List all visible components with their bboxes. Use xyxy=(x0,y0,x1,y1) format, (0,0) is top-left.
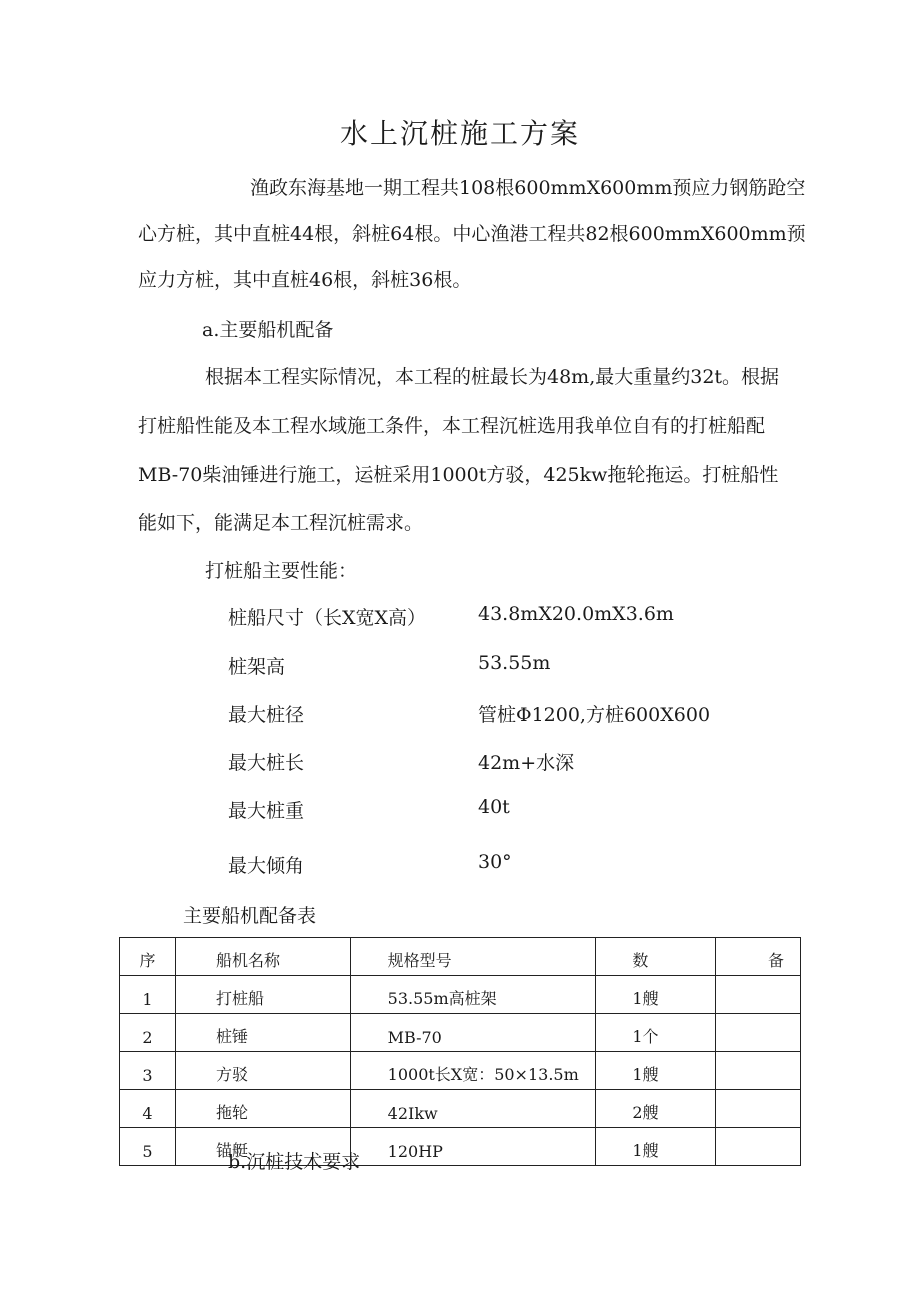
cell-note xyxy=(716,1052,801,1090)
cell-no: 3 xyxy=(120,1052,176,1090)
table-row xyxy=(120,1128,801,1166)
cell-spec: 1000t长X宽：50×13.5m xyxy=(350,1052,596,1090)
spec-value-max-weight: 40t xyxy=(478,796,510,818)
cell-note xyxy=(716,1128,801,1166)
equipment-table xyxy=(119,937,801,1166)
spec-value-max-diameter: 管桩Φ1200,方桩600X600 xyxy=(478,704,711,726)
intro-line-2: 心方桩，其中直桩44根，斜桩64根。中心渔港工程共82根600mmX600mm预 xyxy=(138,223,806,245)
spec-label-max-diameter: 最大桩径 xyxy=(228,704,305,726)
cell-spec: 42Ikw xyxy=(350,1090,596,1128)
cell-spec: 53.55m高桩架 xyxy=(350,976,596,1014)
table-header-row xyxy=(120,938,801,976)
body-line-2: 打桩船性能及本工程水域施工条件，本工程沉桩选用我单位自有的打桩船配 xyxy=(138,415,766,437)
cell-name: 锚艇 xyxy=(175,1128,350,1166)
spec-label-frame-height: 桩架高 xyxy=(228,656,286,678)
cell-name: 方驳 xyxy=(175,1052,350,1090)
intro-line-1: 渔政东海基地一期工程共108根600mmX600mm预应力钢筋跄空 xyxy=(250,177,806,199)
header-qty: 数 xyxy=(596,938,716,976)
body-line-4: 能如下，能满足本工程沉桩需求。 xyxy=(138,512,424,534)
spec-label-max-weight: 最大桩重 xyxy=(228,800,305,822)
section-heading-b: b.沉桩技术要求 xyxy=(228,1151,361,1173)
body-line-1: 根据本工程实际情况，本工程的桩最长为48m,最大重量约32t。根据 xyxy=(205,366,780,388)
intro-line-3: 应力方桩，其中直桩46根，斜桩36根。 xyxy=(138,269,472,291)
spec-value-max-angle: 30° xyxy=(478,851,512,873)
cell-no: 2 xyxy=(120,1014,176,1052)
cell-name: 桩锤 xyxy=(175,1014,350,1052)
spec-label-max-angle: 最大倾角 xyxy=(228,855,305,877)
table-caption: 主要船机配备表 xyxy=(183,905,317,927)
cell-note xyxy=(716,976,801,1014)
section-heading-a: a.主要船机配备 xyxy=(202,319,334,341)
cell-name: 拖轮 xyxy=(175,1090,350,1128)
spec-value-max-length: 42m+水深 xyxy=(478,752,575,774)
body-line-3: MB-70柴油锤进行施工，运桩采用1000t方驳，425kw拖轮拖运。打桩船性 xyxy=(138,464,779,486)
header-spec: 规格型号 xyxy=(350,938,596,976)
cell-qty: 2艘 xyxy=(596,1090,716,1128)
cell-no: 1 xyxy=(120,976,176,1014)
spec-value-frame-height: 53.55m xyxy=(478,652,551,674)
table-row xyxy=(120,1090,801,1128)
document-title: 水上沉桩施工方案 xyxy=(339,117,580,150)
cell-name: 打桩船 xyxy=(175,976,350,1014)
cell-spec: 120HP xyxy=(350,1128,596,1166)
cell-spec: MB-70 xyxy=(350,1014,596,1052)
header-note: 备 xyxy=(716,938,801,976)
spec-value-dimensions: 43.8mX20.0mX3.6m xyxy=(478,603,674,625)
table-row xyxy=(120,976,801,1014)
cell-no: 5 xyxy=(120,1128,176,1166)
cell-qty: 1艘 xyxy=(596,976,716,1014)
cell-qty: 1艘 xyxy=(596,1052,716,1090)
header-name: 船机名称 xyxy=(175,938,350,976)
table-row xyxy=(120,1052,801,1090)
spec-label-max-length: 最大桩长 xyxy=(228,752,305,774)
cell-note xyxy=(716,1090,801,1128)
header-no: 序 xyxy=(120,938,176,976)
cell-qty: 1艘 xyxy=(596,1128,716,1166)
spec-label-dimensions: 桩船尺寸（长X宽X高） xyxy=(228,607,427,629)
cell-note xyxy=(716,1014,801,1052)
table-row xyxy=(120,1014,801,1052)
cell-no: 4 xyxy=(120,1090,176,1128)
cell-qty: 1个 xyxy=(596,1014,716,1052)
performance-heading: 打桩船主要性能： xyxy=(205,560,358,582)
